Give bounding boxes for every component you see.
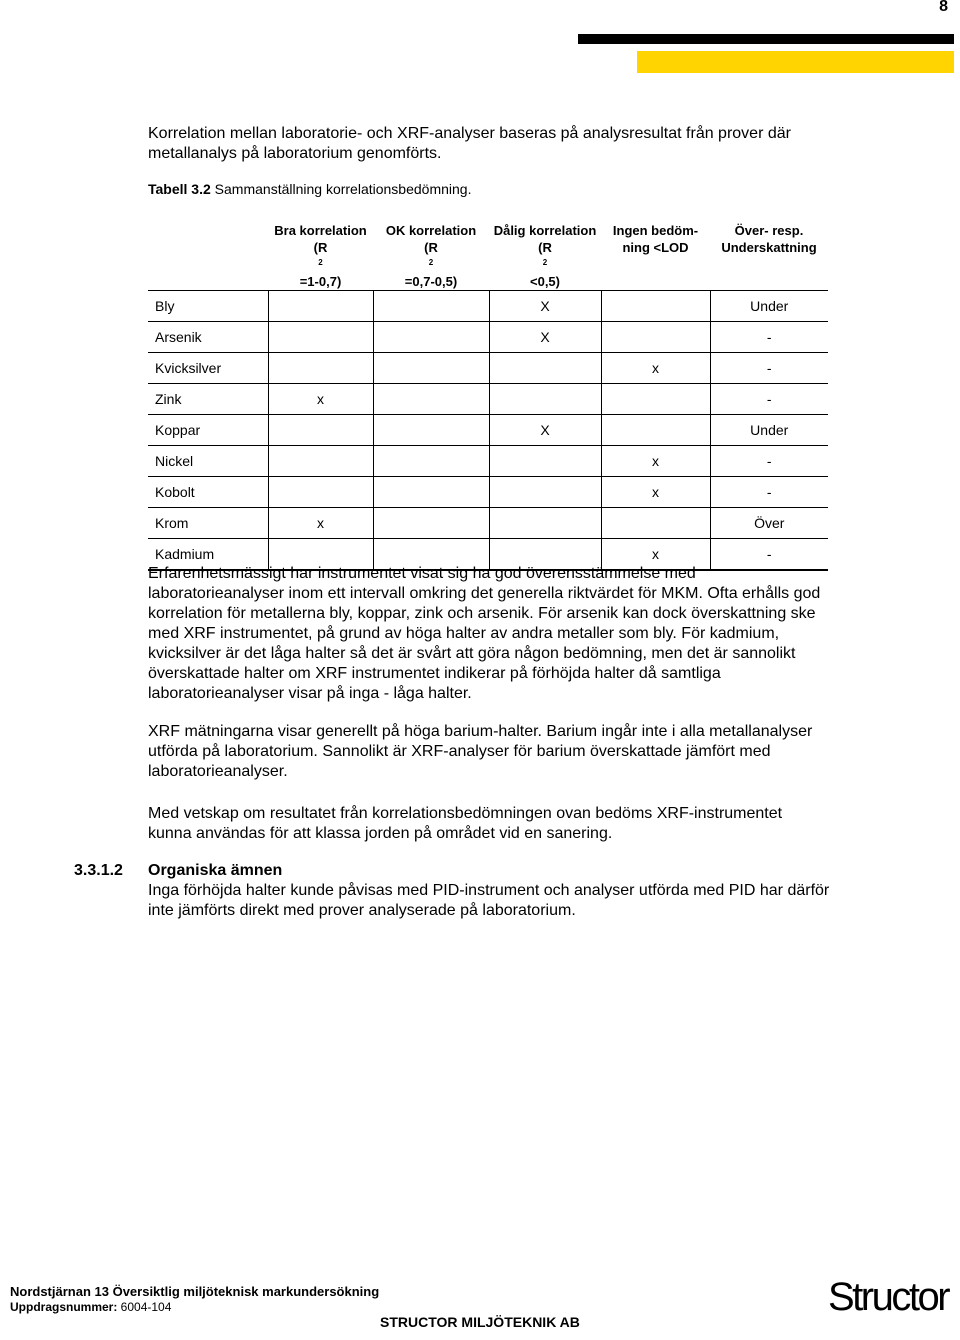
footer-order-number: 6004-104 xyxy=(117,1300,172,1314)
table-body xyxy=(148,291,828,571)
assessment-cell xyxy=(601,384,710,415)
intro-paragraph xyxy=(148,124,848,164)
table-caption xyxy=(148,179,471,199)
table-row xyxy=(148,446,828,477)
assessment-cell xyxy=(373,322,489,353)
assessment-cell: - xyxy=(710,446,828,477)
header-ok-correlation: OK korrelation (R $^2$ =0,7-0,5) xyxy=(373,214,489,291)
assessment-cell xyxy=(268,446,373,477)
assessment-cell: x xyxy=(268,508,373,539)
assessment-cell xyxy=(268,415,373,446)
footer-order-label: Uppdragsnummer: xyxy=(10,1300,118,1314)
table-row xyxy=(148,322,828,353)
metal-name-cell: Arsenik xyxy=(148,322,268,353)
header-empty xyxy=(148,214,268,291)
metal-name-cell: Nickel xyxy=(148,446,268,477)
assessment-cell xyxy=(601,508,710,539)
footer-project-title: Nordstjärnan 13 Översiktlig miljöteknisk markundersökning xyxy=(10,1284,380,1299)
assessment-cell xyxy=(373,508,489,539)
assessment-cell xyxy=(601,291,710,322)
svg-text:Structor: Structor xyxy=(828,1276,949,1316)
metal-name-cell: Koppar xyxy=(148,415,268,446)
table-header-row xyxy=(148,214,828,291)
table-caption-text: Sammanställning korrelationsbedömning. xyxy=(210,181,472,197)
assessment-cell: - xyxy=(710,353,828,384)
metal-name-cell: Bly xyxy=(148,291,268,322)
assessment-cell xyxy=(373,291,489,322)
assessment-cell: Under xyxy=(710,291,828,322)
assessment-cell: - xyxy=(710,384,828,415)
assessment-cell: x xyxy=(601,477,710,508)
paragraph-barium xyxy=(148,722,828,782)
assessment-cell xyxy=(489,446,601,477)
assessment-cell: x xyxy=(601,353,710,384)
assessment-cell: x xyxy=(268,384,373,415)
assessment-cell xyxy=(268,353,373,384)
table-row xyxy=(148,477,828,508)
assessment-cell xyxy=(268,477,373,508)
table-row xyxy=(148,415,828,446)
assessment-cell: Under xyxy=(710,415,828,446)
assessment-cell: - xyxy=(710,477,828,508)
structor-logo xyxy=(828,1276,954,1316)
metal-name-cell: Kobolt xyxy=(148,477,268,508)
assessment-cell xyxy=(373,477,489,508)
table-row xyxy=(148,384,828,415)
page-number: 8 xyxy=(939,0,948,15)
paragraph-conclusion xyxy=(148,804,828,844)
metal-name-cell: Kvicksilver xyxy=(148,353,268,384)
header-no-assessment: Ingen bedöm- ning <LOD xyxy=(601,214,710,291)
metal-name-cell: Krom xyxy=(148,508,268,539)
paragraph-conclusion-text: Med vetskap om resultatet från korrelationsbedömningen ovan bedöms XRF-instrumentet kunna användas för att klassa jorden på området vid en sanering. xyxy=(148,805,783,842)
header-over-under: Över- resp. Underskattning xyxy=(710,214,828,291)
assessment-cell: - xyxy=(710,539,828,571)
paragraph-barium-text: XRF mätningarna visar generellt på höga barium-halter. Barium ingår inte i alla metallanalyser utförda på laboratorium. Sannolikt är XRF-analyser för barium överskattade jämfört med laboratorieanalyser. xyxy=(148,723,813,780)
assessment-cell xyxy=(489,508,601,539)
table-row xyxy=(148,353,828,384)
header-good-correlation: Bra korrelation (R $^2$ =1-0,7) xyxy=(268,214,373,291)
table-row xyxy=(148,508,828,539)
metal-name-cell: Kadmium xyxy=(148,539,268,571)
header-yellow-bar xyxy=(637,51,954,73)
assessment-cell: X xyxy=(489,322,601,353)
assessment-cell: x xyxy=(601,446,710,477)
section-body: Inga förhöjda halter kunde påvisas med PID-instrument och analyser utförda med PID har därför inte jämförts direkt med prover analyserade på laboratorium. xyxy=(148,882,830,919)
assessment-cell xyxy=(373,384,489,415)
assessment-cell xyxy=(268,291,373,322)
assessment-cell xyxy=(373,446,489,477)
paragraph-experience-text: Erfarenhetsmässigt har instrumentet visat sig ha god överensstämmelse med laboratorieanalyser inom ett intervall omkring det generella riktvärdet för MKM. Ofta erhålls god korrelation för metallerna bly, koppar, zink och arsenik. För arsenik kan dock överskattning ske med XRF instrumentet, på grund av höga halter av andra metaller som bly. För kadmium, kvicksilver är det låga halter så det är svårt att göra någon bedömning, men det är sannolikt överskattade halter om XRF instrumentet indikerar på förhöjda halter då samtliga laboratorieanalyser visar på inga - låga halter. xyxy=(148,565,821,702)
table-row xyxy=(148,291,828,322)
footer-order xyxy=(10,1300,171,1314)
header-black-bar xyxy=(578,34,954,44)
footer-company: STRUCTOR MILJÖTEKNIK AB xyxy=(380,1314,580,1330)
intro-text: Korrelation mellan laboratorie- och XRF-analyser baseras på analysresultat från prover där metallanalys på laboratorium genomförts. xyxy=(148,125,791,162)
correlation-table xyxy=(148,214,828,571)
assessment-cell xyxy=(489,384,601,415)
assessment-cell xyxy=(489,477,601,508)
assessment-cell xyxy=(373,353,489,384)
assessment-cell xyxy=(373,415,489,446)
assessment-cell xyxy=(601,322,710,353)
section-number: 3.3.1.2 xyxy=(74,862,123,879)
assessment-cell: X xyxy=(489,291,601,322)
assessment-cell: x xyxy=(601,539,710,571)
table-caption-label: Tabell 3.2 xyxy=(148,181,211,197)
section-title: Organiska ämnen xyxy=(148,862,283,879)
metal-name-cell: Zink xyxy=(148,384,268,415)
assessment-cell xyxy=(489,353,601,384)
header-poor-correlation: Dålig korrelation (R $^2$ <0,5) xyxy=(489,214,601,291)
assessment-cell: X xyxy=(489,415,601,446)
assessment-cell: - xyxy=(710,322,828,353)
assessment-cell: Över xyxy=(710,508,828,539)
paragraph-experience xyxy=(148,564,828,704)
assessment-cell xyxy=(268,322,373,353)
assessment-cell xyxy=(601,415,710,446)
